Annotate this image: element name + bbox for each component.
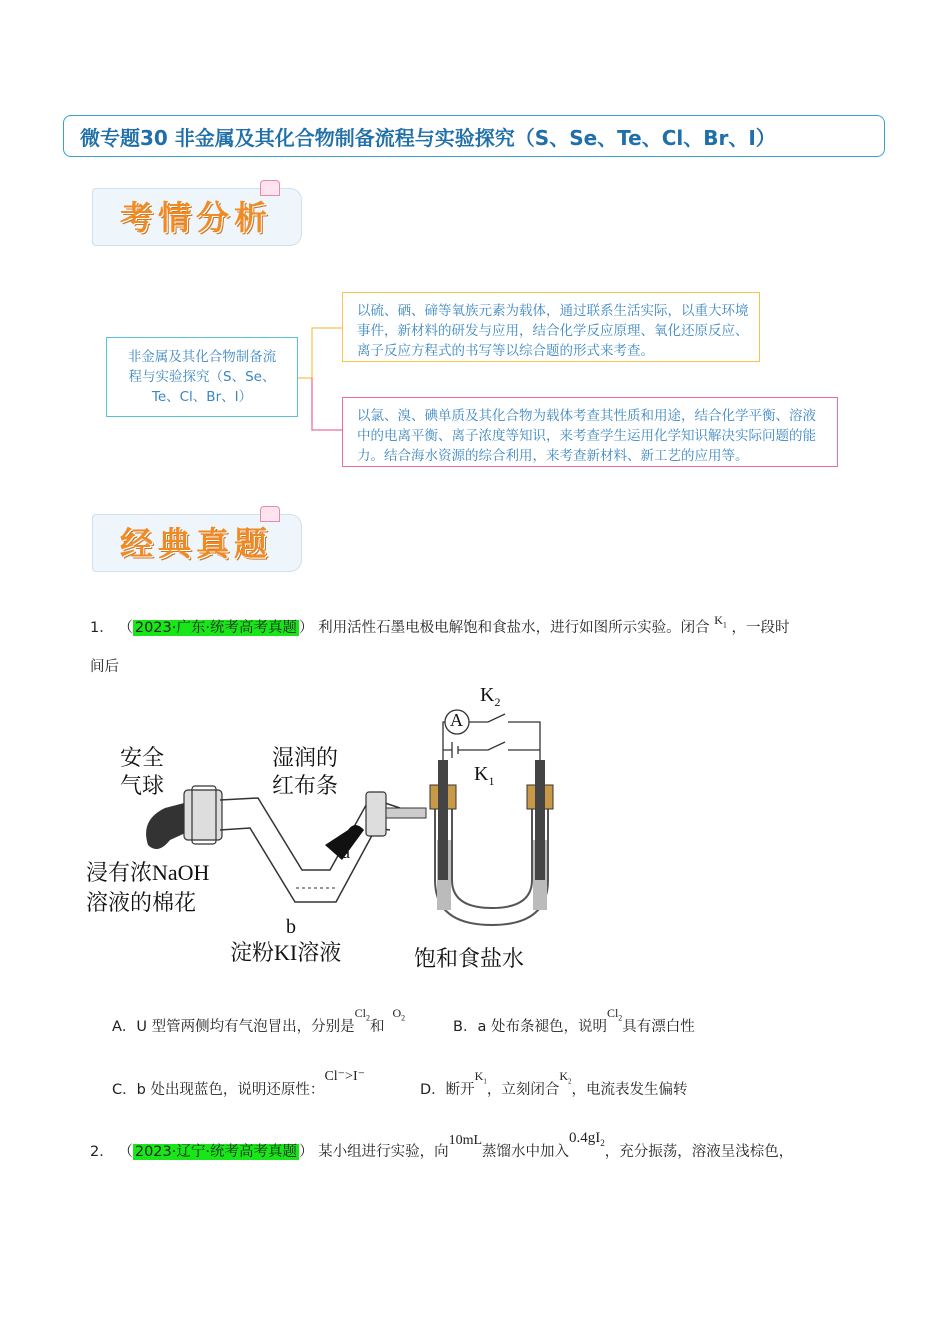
red-cloth-label: 湿润的 红布条 (272, 745, 339, 798)
cotton-label-1: 浸有浓NaOH (86, 860, 210, 885)
question-source: 2023·辽宁·统考高考真题 (134, 1144, 297, 1160)
cotton-label-2: 溶液的棉花 (86, 890, 197, 915)
topic-text: 非金属及其化合物制备流程与实验探究（S、Se、Te、Cl、Br、I） (127, 349, 277, 405)
apparatus-drawing (80, 680, 560, 980)
question-text: 利用活性石墨电极电解饱和食盐水，进行如图所示实验。闭合 (318, 620, 710, 636)
apparatus-diagram (80, 680, 560, 980)
option-b[interactable]: B．a 处布条褪色，说明$^{Cl_2}$具有漂白性 (453, 1006, 695, 1035)
callout-sulfur-group (342, 292, 760, 362)
option-a[interactable]: A．U 型管两侧均有气泡冒出，分别是$^{Cl_2}$和$^{O_2}$ (112, 1006, 406, 1035)
switch-k1-label: $K_1$ (474, 763, 495, 788)
point-b-label: b (286, 916, 296, 938)
question-number: 1． (90, 620, 114, 636)
paren-close: ） (298, 620, 314, 636)
question-1-line-2 (90, 655, 119, 676)
volume-value: 10mL (448, 1133, 483, 1148)
mass-value: $0.4gI_2$ (569, 1130, 605, 1148)
question-text-cont: ，充分振荡，溶液呈浅棕色， (604, 1144, 794, 1160)
section-tag-label: 经典真题 (120, 524, 272, 563)
k1-symbol: K1 (714, 613, 727, 630)
question-source: 2023·广东·统考高考真题 (134, 620, 297, 636)
topic-box (106, 337, 298, 417)
question-number: 2． (90, 1144, 114, 1160)
balloon-label: 安全 气球 (120, 745, 165, 798)
connector-lines (290, 320, 350, 440)
question-text-cont: 蒸馏水中加入 (482, 1144, 570, 1160)
option-c[interactable]: C．b 处出现蓝色，说明还原性：Cl⁻>I⁻ (112, 1069, 366, 1098)
starch-ki-label: 淀粉KI溶液 (230, 940, 342, 965)
question-2-line-1: 2． （ 2023·辽宁·统考高考真题 ） 某小组进行实验，向10mL蒸馏水中加入$0.4gI_2$，充分振荡，溶液呈浅棕色， (90, 1130, 794, 1160)
brine-label: 饱和食盐水 (414, 946, 525, 971)
callout-halogen-group (342, 397, 838, 467)
question-text-cont: 间后 (90, 659, 119, 675)
page-title: 微专题30 非金属及其化合物制备流程与实验探究（S、Se、Te、Cl、Br、I） (80, 125, 776, 150)
question-text: 某小组进行实验，向 (318, 1144, 449, 1160)
ammeter-icon: A (450, 710, 463, 730)
section-tag-exams (92, 506, 304, 570)
section-tag-analysis (92, 180, 304, 244)
question-text-cont: ，一段时 (731, 620, 790, 636)
title-box (63, 115, 885, 157)
question-1-line-1 (90, 613, 790, 637)
switch-k2-label: $K_2$ (480, 684, 501, 709)
point-a-label: a (342, 842, 350, 862)
section-tag-label: 考情分析 (120, 198, 272, 237)
callout-text-2: 以氯、溴、碘单质及其化合物为载体考查其性质和用途，结合化学平衡、溶液中的电离平衡、离子浓度等知识，来考查学生运用化学知识解决实际问题的能力。结合海水资源的综合利用，来考查新材料、新工艺的应用等。 (357, 408, 816, 464)
paren-open: （ (118, 620, 133, 636)
option-d[interactable]: D．断开$^{K_1}$，立刻闭合$^{K_2}$，电流表发生偏转 (420, 1069, 688, 1098)
callout-text-1: 以硫、硒、碲等氧族元素为载体，通过联系生活实际，以重大环境事件，新材料的研发与应用，结合化学反应原理、氧化还原反应、离子反应方程式的书写等以综合题的形式来考查。 (357, 303, 749, 359)
